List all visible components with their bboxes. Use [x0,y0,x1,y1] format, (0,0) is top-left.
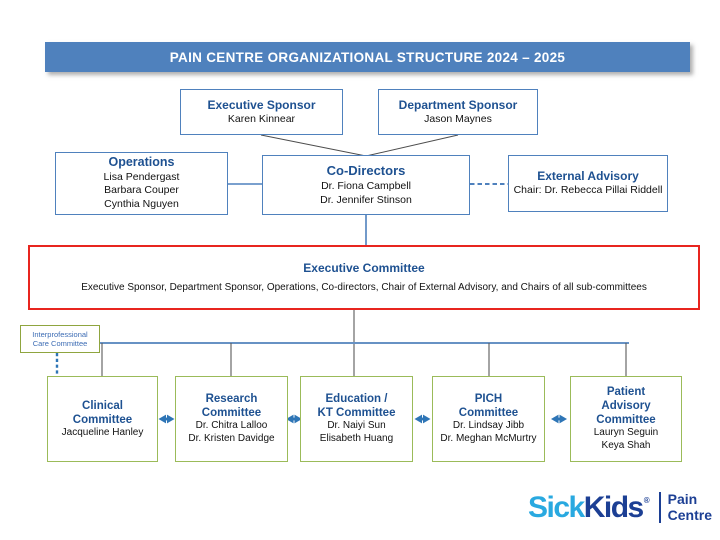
committee-title-line: Clinical [82,399,123,412]
bidirectional-arrow-icon [415,415,431,424]
committee-member-name: Dr. Lindsay Jibb [452,420,525,432]
executive-committee-members: Executive Sponsor, Department Sponsor, Operations, Co-directors, Chair of External Advisory, and Chairs of all sub-committees [81,281,647,293]
co-directors-box [262,155,470,215]
co-director-name: Dr. Jennifer Stinson [320,193,412,206]
clinical-committee-title [73,399,132,427]
committee-member-name: Dr. Naiyi Sun [327,420,386,432]
pich-committee-title [459,392,518,420]
research-committee-box [175,376,288,462]
pich-committee-box [432,376,545,462]
connector-exec-sponsor-to-codirectors [261,135,366,156]
committee-member-name: Dr. Kristen Davidge [188,433,275,445]
pain-centre-logo-text [659,492,712,523]
operations-name: Lisa Pendergast [103,170,180,183]
operations-title: Operations [108,154,175,169]
external-advisory-chair: Chair: Dr. Rebecca Pillai Riddell [513,184,663,197]
logo-kids-text: Kids [583,490,643,524]
committee-title-line: KT Committee [317,407,396,420]
patient-advisory-committee-box [570,376,682,462]
patient-advisory-committee-title [596,385,655,427]
page-title: PAIN CENTRE ORGANIZATIONAL STRUCTURE 2024 – 2025 [45,42,690,72]
committee-member-name: Elisabeth Huang [319,433,394,445]
executive-sponsor-name: Karen Kinnear [227,112,296,125]
pain-centre-line: Centre [667,506,712,523]
external-advisory-title: External Advisory [537,169,639,184]
research-committee-title [202,392,261,420]
education-kt-committee-box [300,376,413,462]
committee-member-name: Keya Shah [601,440,651,452]
department-sponsor-title: Department Sponsor [398,97,518,112]
committee-title-line: Committee [596,414,656,427]
connector-dept-sponsor-to-codirectors [366,135,458,156]
executive-committee-title: Executive Committee [303,260,425,275]
department-sponsor-name: Jason Maynes [424,112,492,125]
sickkids-wordmark [528,490,650,524]
committee-member-name: Lauryn Seguin [593,427,659,439]
co-director-name: Dr. Fiona Campbell [321,179,411,192]
executive-sponsor-title: Executive Sponsor [207,97,316,112]
committee-title-line: Committee [458,407,519,420]
registered-trademark-icon: ® [643,495,650,505]
committee-member-name: Jacqueline Hanley [61,426,144,438]
committee-title-line: Committee [201,407,262,420]
interprofessional-title-line: Care Committee [32,339,88,348]
operations-name: Cynthia Nguyen [104,198,179,211]
committee-member-name: Dr. Chitra Lalloo [195,420,268,432]
committee-title-line: Patient [606,386,646,399]
interprofessional-title [32,330,87,348]
bidirectional-arrow-icon [551,415,567,424]
education-kt-committee-title [318,392,396,420]
department-sponsor-box [378,89,538,135]
committee-title-line: Research [205,393,258,406]
executive-sponsor-box [180,89,343,135]
logo-sick-text: Sick [528,490,584,524]
sickkids-logo [528,492,712,523]
interprofessional-care-committee-box [20,325,100,353]
bidirectional-arrow-icon [159,415,175,424]
co-directors-title: Co-Directors [326,162,406,178]
committee-title-line: Advisory [601,400,651,413]
committee-title-line: Education / [325,393,388,406]
executive-committee-box [28,245,700,310]
pain-centre-line: Pain [667,491,698,507]
interprofessional-title-line: Interprofessional [32,330,88,339]
clinical-committee-box [47,376,158,462]
operations-box [55,152,228,215]
operations-name: Barbara Couper [104,184,179,197]
committee-title-line: PICH [474,393,503,406]
external-advisory-box [508,155,668,212]
committee-title-line: Committee [72,413,133,426]
committee-member-name: Dr. Meghan McMurtry [440,433,537,445]
